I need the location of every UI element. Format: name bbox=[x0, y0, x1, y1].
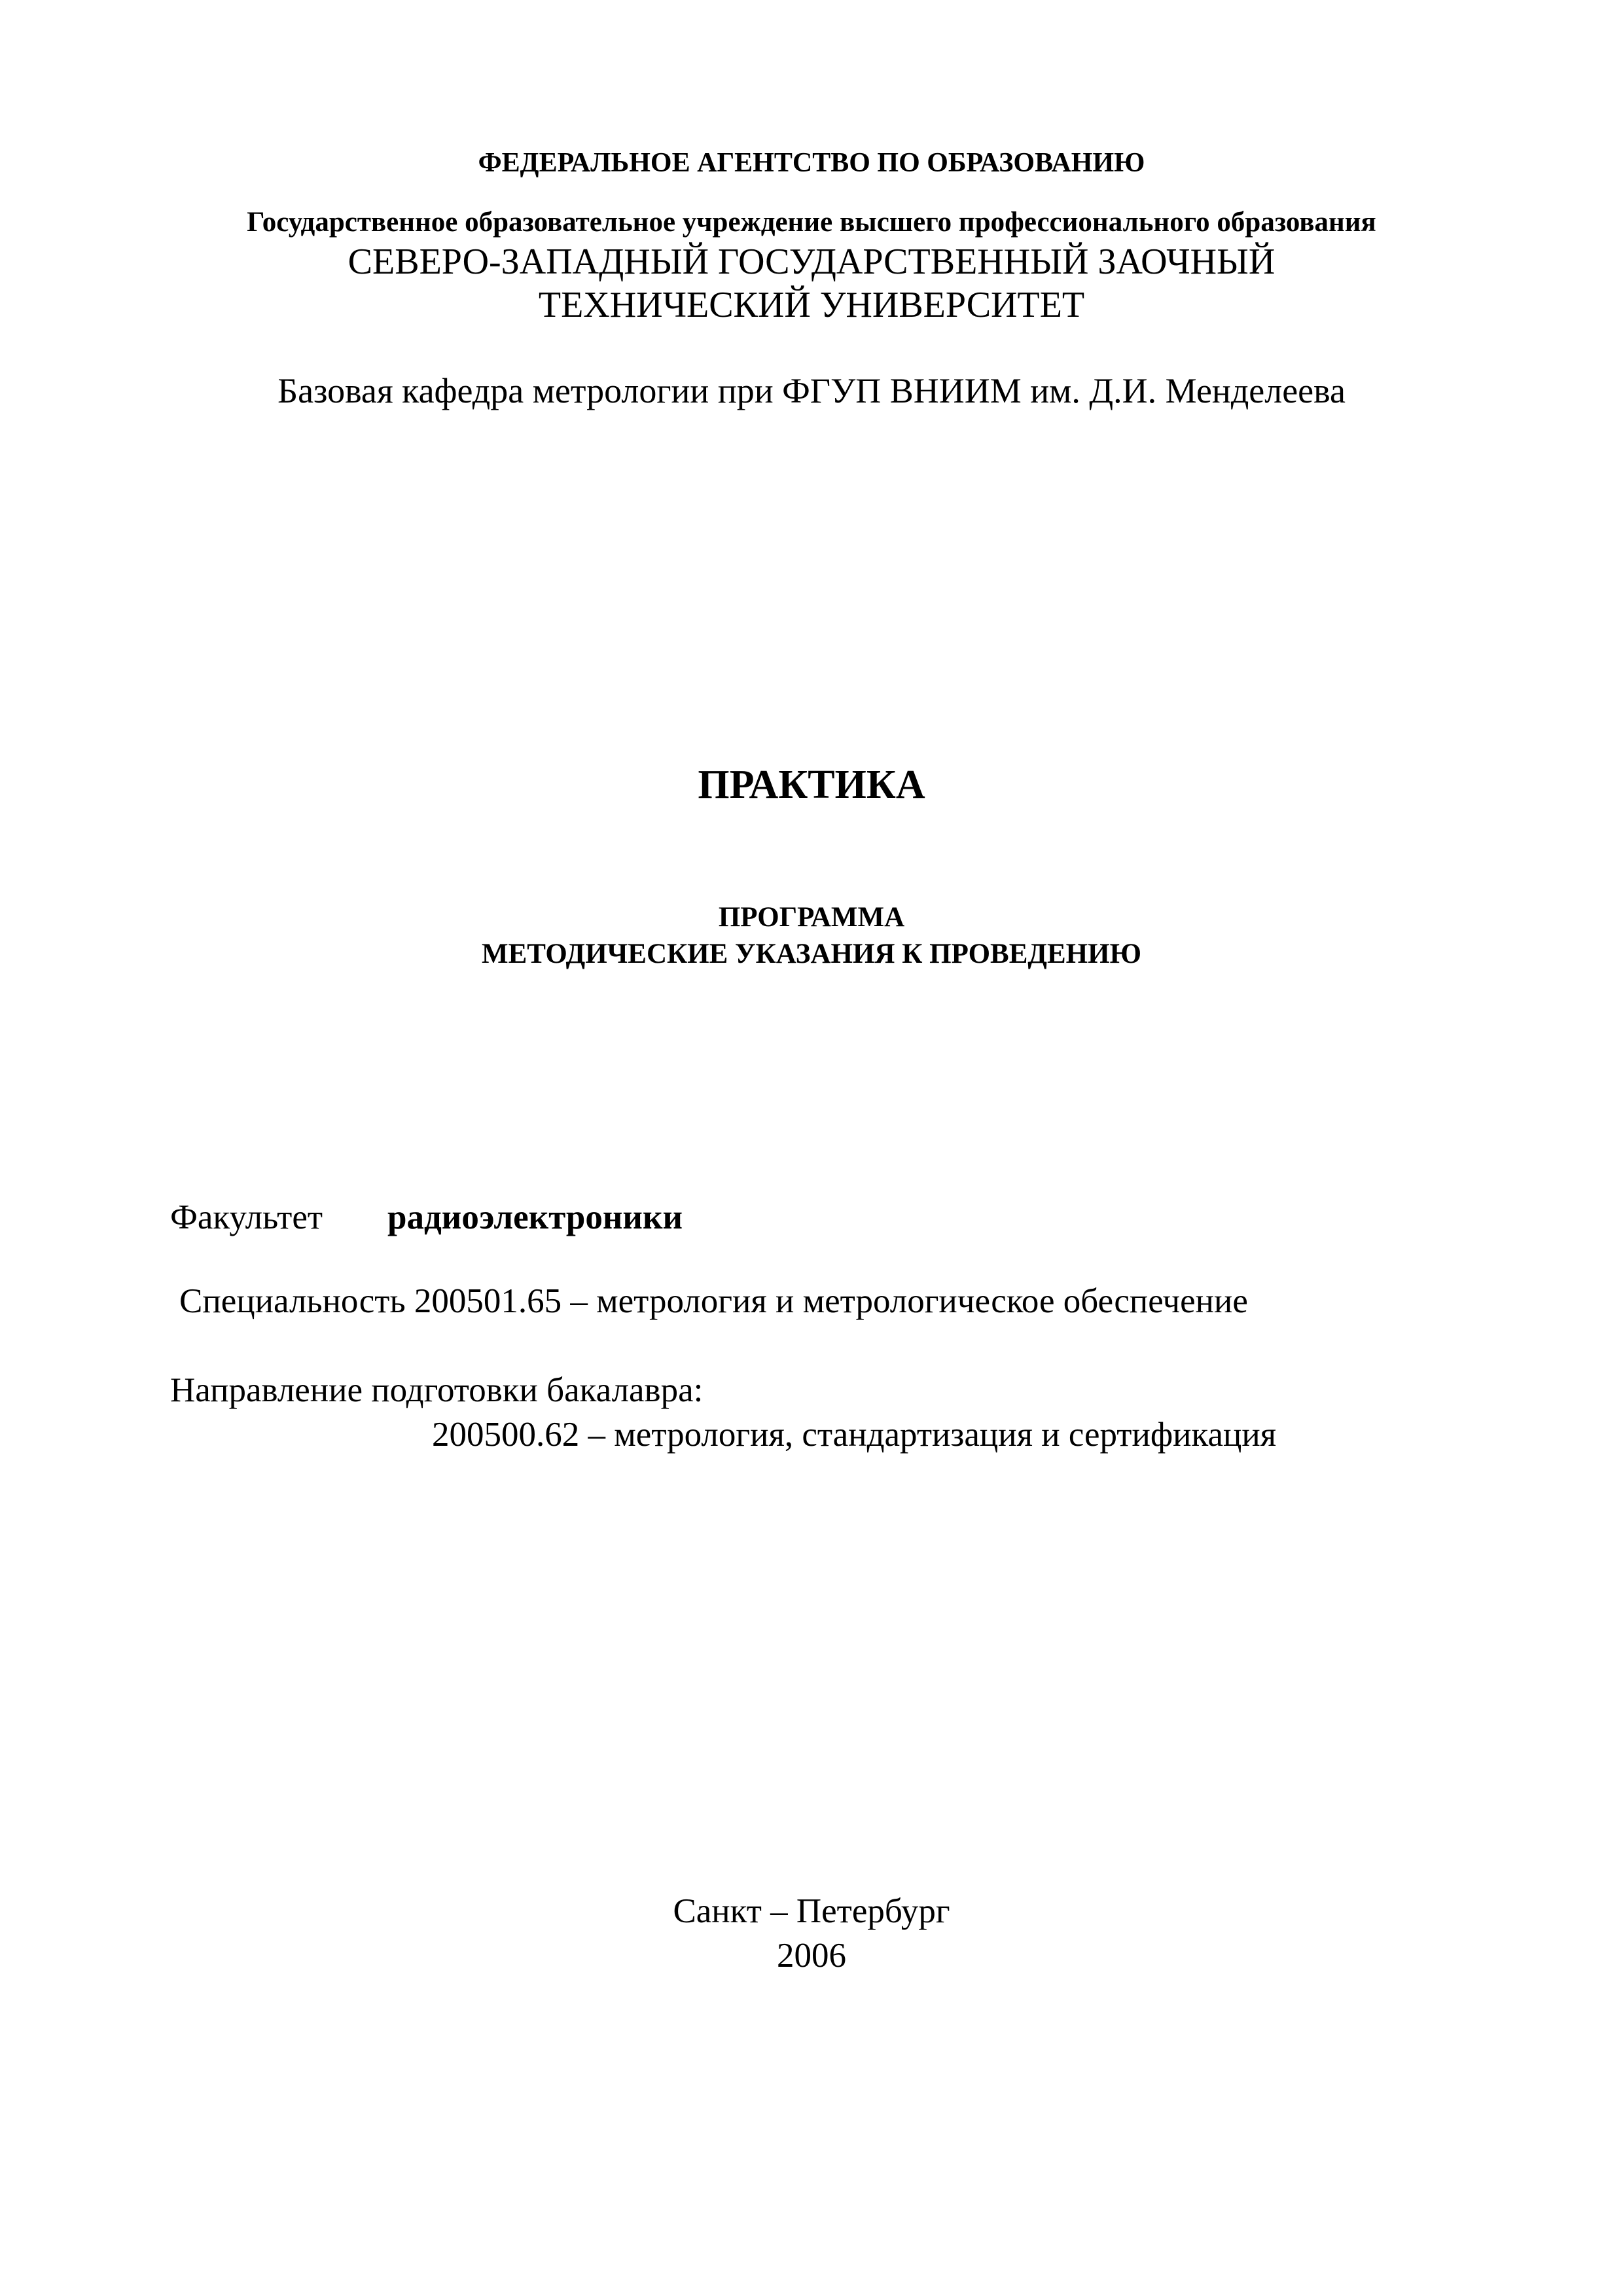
institution-type: Государственное образовательное учреждение высшего профессионального образования bbox=[247, 207, 1376, 238]
document-title: ПРАКТИКА bbox=[698, 762, 925, 807]
faculty-label: Факультет bbox=[170, 1198, 323, 1236]
university-name-line1: СЕВЕРО-ЗАПАДНЫЙ ГОСУДАРСТВЕННЫЙ ЗАОЧНЫЙ bbox=[348, 242, 1275, 282]
university-name-line2: ТЕХНИЧЕСКИЙ УНИВЕРСИТЕТ bbox=[538, 285, 1085, 325]
document-subtitle-program: ПРОГРАММА bbox=[718, 902, 905, 933]
document-subtitle-guidelines: МЕТОДИЧЕСКИЕ УКАЗАНИЯ К ПРОВЕДЕНИЮ bbox=[481, 939, 1141, 969]
department-name: Базовая кафедра метрологии при ФГУП ВНИИМ им. Д.И. Менделеева bbox=[277, 371, 1346, 410]
specialty-line: Специальность 200501.65 – метрология и метрологическое обеспечение bbox=[179, 1282, 1248, 1320]
agency-title: ФЕДЕРАЛЬНОЕ АГЕНТСТВО ПО ОБРАЗОВАНИЮ bbox=[478, 148, 1145, 178]
direction-value: 200500.62 – метрология, стандартизация и сертификация bbox=[432, 1416, 1277, 1454]
faculty-value: радиоэлектроники bbox=[387, 1198, 683, 1236]
direction-label: Направление подготовки бакалавра: bbox=[170, 1371, 704, 1409]
year: 2006 bbox=[777, 1937, 846, 1975]
city: Санкт – Петербург bbox=[673, 1892, 950, 1930]
